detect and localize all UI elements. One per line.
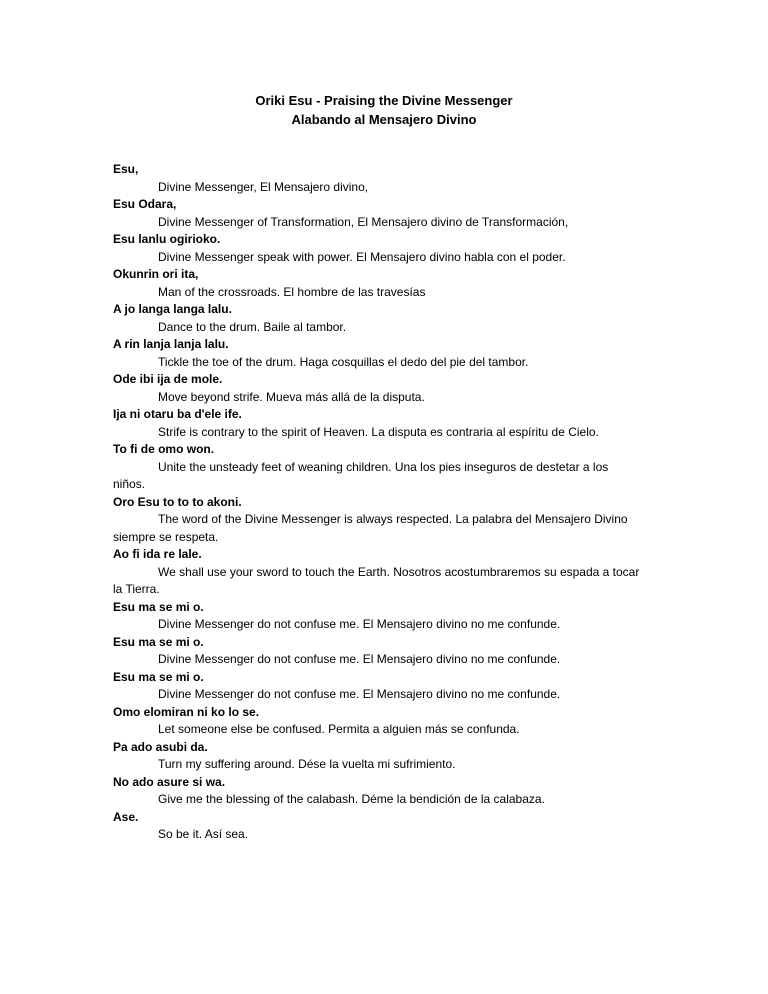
verse-translation-line: Dance to the drum. Baile al tambor. [158, 319, 347, 334]
verse-yoruba-line: Ija ni otaru ba d'ele ife. [113, 407, 242, 421]
verse [113, 301, 643, 336]
verse-translation-line: We shall use your sword to touch the Earth. Nosotros acostumbraremos su espada a tocar la Tierra. [113, 564, 640, 596]
verse-yoruba-line: Esu ma se mi o. [113, 599, 204, 614]
verse [113, 266, 643, 301]
verse [113, 546, 643, 599]
verse-translation-line: Give me the blessing of the calabash. Déme la bendición de la calabaza. [158, 792, 545, 806]
verse-translation-line: Divine Messenger do not confuse me. El Mensajero divino no me confunde. [158, 652, 561, 666]
verse-yoruba-line: Okunrin ori ita, [113, 267, 199, 281]
verse-yoruba-line: Esu Odara, [113, 197, 177, 211]
verse-translation-line: Turn my suffering around. Dése la vuelta mi sufrimiento. [158, 757, 456, 771]
verse-translation-line: So be it. Así sea. [158, 827, 249, 841]
verse [113, 231, 643, 266]
verse [113, 809, 643, 844]
verse-translation-line: Divine Messenger, El Mensajero divino, [158, 179, 369, 194]
verse-translation-line: The word of the Divine Messenger is always respected. La palabra del Mensajero Divino siempre se respeta. [113, 512, 628, 544]
verse-translation-line: Let someone else be confused. Permita a alguien más se confunda. [158, 722, 520, 736]
verse-yoruba-line: Ode ibi ija de mole. [113, 372, 223, 386]
verse-translation-line: Man of the crossroads. El hombre de las travesías [158, 284, 426, 299]
verse-yoruba-line: Ase. [113, 809, 139, 824]
verse [113, 599, 643, 634]
verse-yoruba-line: A jo langa langa lalu. [113, 302, 232, 316]
verse-translation-line: Divine Messenger do not confuse me. El Mensajero divino no me confunde. [158, 687, 561, 701]
verse-yoruba-line: Esu ma se mi o. [113, 669, 204, 684]
verse-yoruba-line: Esu ma se mi o. [113, 634, 204, 649]
page-subtitle: Alabando al Mensajero Divino [291, 112, 477, 127]
verse [113, 739, 643, 774]
verse [113, 371, 643, 406]
verse-translation-line: Move beyond strife. Mueva más allá de la disputa. [158, 389, 425, 404]
verse [113, 669, 643, 704]
verse-yoruba-line: Pa ado asubi da. [113, 739, 208, 754]
verse-translation-line: Tickle the toe of the drum. Haga cosquillas el dedo del pie del tambor. [158, 354, 529, 369]
verse [113, 704, 643, 739]
verse [113, 161, 643, 196]
verse-translation-line: Divine Messenger speak with power. El Mensajero divino habla con el poder. [158, 249, 566, 264]
verse-yoruba-line: No ado asure si wa. [113, 774, 226, 789]
verse-translation-line: Unite the unsteady feet of weaning children. Una los pies inseguros de destetar a los niños. [113, 459, 609, 491]
verse-yoruba-line: Ao fi ida re lale. [113, 547, 202, 561]
verse-yoruba-line: Esu, [113, 162, 139, 176]
verse [113, 774, 643, 809]
verse-translation-line: Strife is contrary to the spirit of Heaven. La disputa es contraria al espíritu de Cielo. [158, 424, 599, 439]
verse-yoruba-line: A rin lanja lanja lalu. [113, 337, 229, 351]
verse [113, 441, 643, 494]
verse-translation-line: Divine Messenger do not confuse me. El Mensajero divino no me confunde. [158, 617, 561, 631]
verse-yoruba-line: Oro Esu to to to akoni. [113, 494, 242, 509]
verse [113, 634, 643, 669]
poem-body [113, 161, 643, 844]
page-title: Oriki Esu - Praising the Divine Messenger [255, 93, 513, 108]
verse [113, 406, 643, 441]
verse-translation-line: Divine Messenger of Transformation, El Mensajero divino de Transformación, [158, 214, 569, 229]
title-block [0, 91, 768, 129]
verse-yoruba-line: Omo elomiran ni ko lo se. [113, 704, 260, 719]
verse-yoruba-line: Esu lanlu ogirioko. [113, 232, 221, 246]
verse [113, 494, 643, 547]
verse-yoruba-line: To fi de omo won. [113, 442, 215, 456]
verse [113, 196, 643, 231]
verse [113, 336, 643, 371]
